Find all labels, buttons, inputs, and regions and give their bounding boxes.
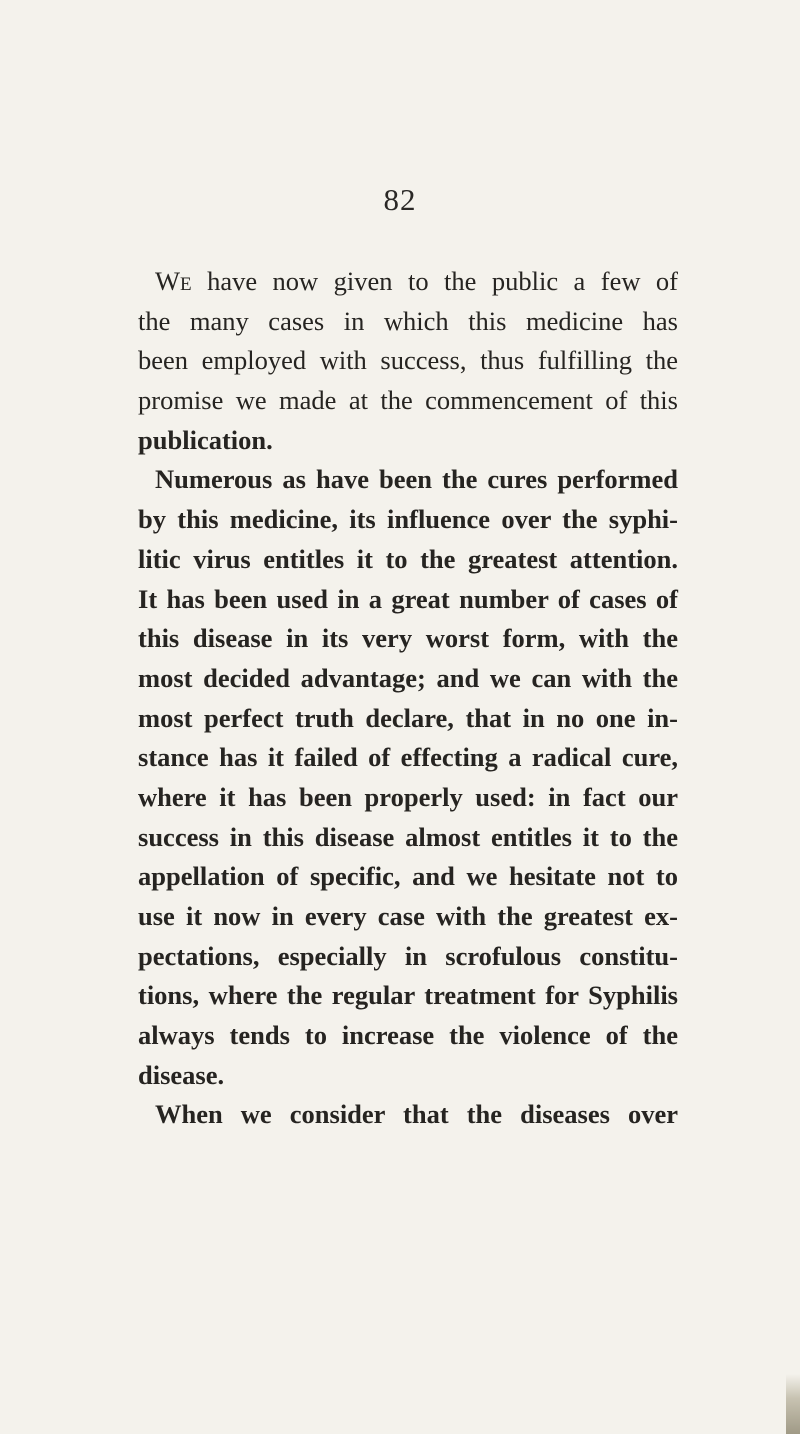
text-line: It has been used in a great number of cases of <box>138 583 678 614</box>
text-line: stance has it failed of effecting a radical cure, <box>138 742 678 773</box>
text-line: tions, where the regular treatment for Syphilis <box>138 980 678 1011</box>
text-line: pectations, especially in scrofulous constitu- <box>138 940 678 971</box>
drop-word: We <box>155 266 192 296</box>
text-line: use it now in every case with the greatest ex- <box>138 901 678 931</box>
text-line: disease. <box>138 1059 225 1090</box>
body-text <box>138 262 678 1135</box>
text-line: When we consider that the diseases over <box>155 1099 678 1130</box>
text-line: most decided advantage; and we can with the <box>138 662 678 693</box>
text-line: the many cases in which this medicine has <box>138 305 678 336</box>
text-line: by this medicine, its influence over the syphi- <box>138 504 678 535</box>
text-line: this disease in its very worst form, with the <box>138 623 678 654</box>
text-line: appellation of specific, and we hesitate not to <box>138 861 678 892</box>
text-line: success in this disease almost entitles it to the <box>138 821 678 852</box>
text-line: We have now given to the public a few of <box>155 266 678 296</box>
page-edge-shadow <box>786 1374 800 1434</box>
text-line: litic virus entitles it to the greatest attention. <box>138 543 678 574</box>
text-line: promise we made at the commencement of this <box>138 385 678 416</box>
text-line: always tends to increase the violence of the <box>138 1020 678 1051</box>
text-line: where it has been properly used: in fact our <box>138 781 678 812</box>
text-line: publication. <box>138 424 273 455</box>
page-number: 82 <box>383 182 417 217</box>
text-line: Numerous as have been the cures performed <box>155 464 678 495</box>
text-line: most perfect truth declare, that in no one in- <box>138 702 678 733</box>
text-line: been employed with success, thus fulfilling the <box>138 345 678 376</box>
